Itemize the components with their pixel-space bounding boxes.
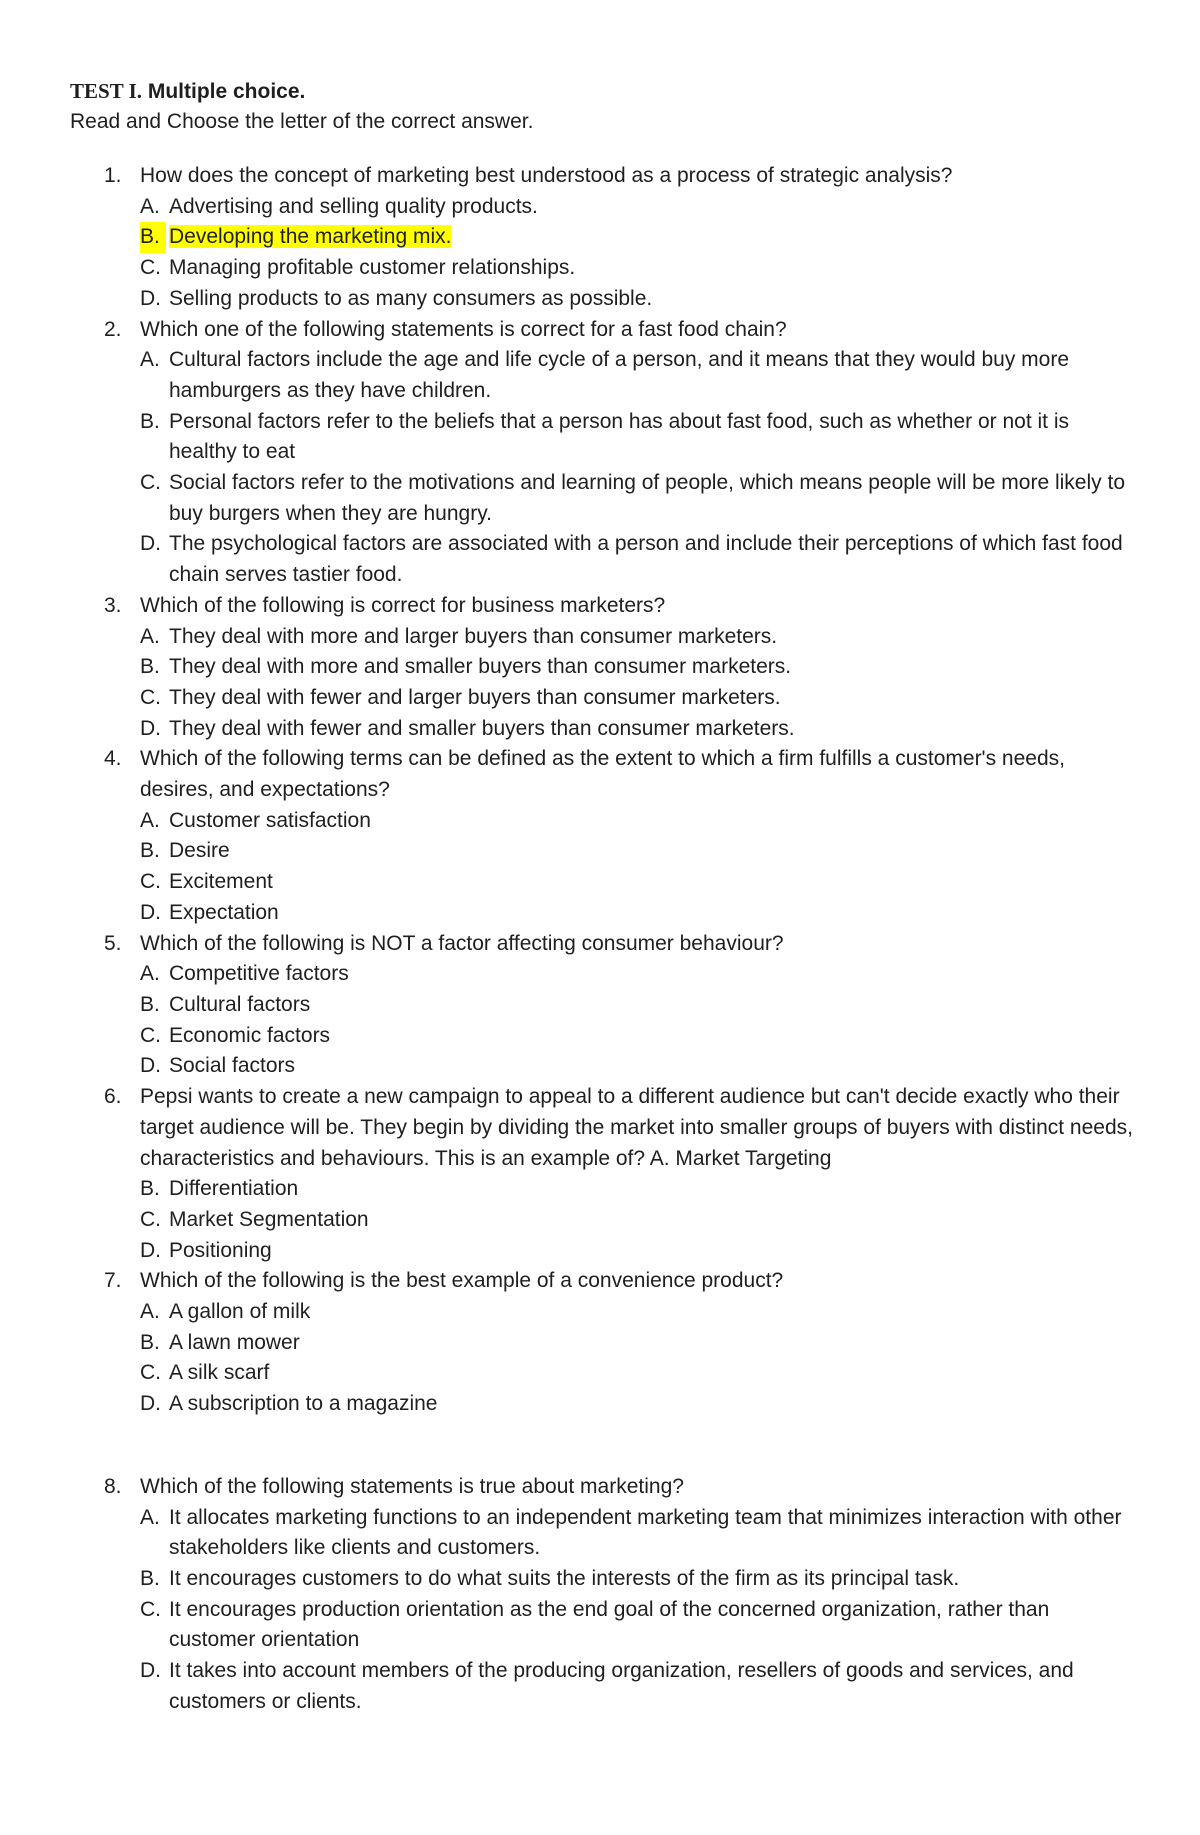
answer-option <box>140 529 1140 590</box>
option-letter: B. <box>140 1177 160 1201</box>
option-letter: B. <box>140 1330 160 1354</box>
answer-options <box>140 622 1140 745</box>
question-text: Which of the following is correct for business marketers? <box>140 593 666 617</box>
question-number: 5. <box>104 931 122 955</box>
option-letter: C. <box>140 685 161 709</box>
answer-option <box>140 1358 1140 1389</box>
option-text: Cultural factors <box>169 992 311 1016</box>
answer-option <box>140 1503 1140 1564</box>
instructions: Read and Choose the letter of the correct answer. <box>70 110 534 133</box>
option-letter: D. <box>140 1238 161 1262</box>
option-letter: B. <box>140 1566 160 1590</box>
question-text: Pepsi wants to create a new campaign to appeal to a different audience but can't decide exactly who their target audience will be. They begin by dividing the market into smaller groups of buyers with distinct needs, characteristics and behaviours. This is an example of? A. Market Targeting <box>140 1085 1133 1170</box>
option-text: They deal with fewer and larger buyers than consumer marketers. <box>169 685 781 709</box>
answer-option <box>140 714 1140 745</box>
document-page <box>70 76 1140 1717</box>
option-letter: C. <box>140 256 161 280</box>
answer-options <box>140 192 1140 315</box>
answer-option <box>140 836 1140 867</box>
question-text: Which of the following is the best example of a convenience product? <box>140 1269 784 1293</box>
answer-option <box>140 1564 1140 1595</box>
question-item <box>70 929 1140 1083</box>
option-text: They deal with more and smaller buyers than consumer marketers. <box>169 655 792 679</box>
option-letter: B. <box>140 992 160 1016</box>
question-number: 6. <box>104 1085 122 1109</box>
option-letter: C. <box>140 1597 161 1621</box>
option-text: They deal with fewer and smaller buyers than consumer marketers. <box>169 716 795 740</box>
option-text: Personal factors refer to the beliefs that a person has about fast food, such as whether or not it is healthy to eat <box>169 409 1070 464</box>
option-letter: A. <box>140 962 160 986</box>
answer-option <box>140 407 1140 468</box>
answer-option <box>140 1595 1140 1656</box>
option-letter: C. <box>140 1207 161 1231</box>
answer-option <box>140 622 1140 653</box>
option-letter: B. <box>140 409 160 433</box>
question-item <box>70 161 1140 315</box>
option-letter: B. <box>140 222 166 253</box>
option-text: The psychological factors are associated with a person and include their perceptions of which fast food chain serves tastier food. <box>169 532 1123 587</box>
option-text: A gallon of milk <box>169 1300 311 1324</box>
option-text: Differentiation <box>169 1177 299 1201</box>
option-letter: D. <box>140 900 161 924</box>
option-letter: D. <box>140 716 161 740</box>
option-text: They deal with more and larger buyers than consumer marketers. <box>169 624 778 648</box>
answer-option <box>140 1051 1140 1082</box>
option-letter: A. <box>140 194 160 218</box>
answer-options <box>140 345 1140 591</box>
answer-option <box>140 652 1140 683</box>
option-text: Economic factors <box>169 1023 331 1047</box>
option-text: Developing the marketing mix. <box>169 225 452 249</box>
answer-option <box>140 1205 1140 1236</box>
option-text: Market Segmentation <box>169 1207 369 1231</box>
option-text: Cultural factors include the age and life cycle of a person, and it means that they would buy more hamburgers as they have children. <box>169 348 1070 402</box>
option-letter: D. <box>140 1054 161 1078</box>
option-letter: D. <box>140 532 161 556</box>
option-text: A subscription to a magazine <box>169 1392 438 1416</box>
answer-option <box>140 284 1140 315</box>
answer-option <box>140 990 1140 1021</box>
answer-option <box>140 1656 1140 1717</box>
option-text: Expectation <box>169 900 279 924</box>
answer-options <box>140 959 1140 1082</box>
option-letter: B. <box>140 839 160 863</box>
question-number: 2. <box>104 317 122 341</box>
test-label: TEST I. <box>70 79 142 103</box>
option-text: Competitive factors <box>169 962 349 986</box>
answer-option <box>140 1328 1140 1359</box>
question-number: 7. <box>104 1269 122 1293</box>
test-title: Multiple choice. <box>147 80 306 103</box>
question-text: Which of the following is NOT a factor affecting consumer behaviour? <box>140 931 784 955</box>
question-text: Which of the following statements is true about marketing? <box>140 1474 684 1498</box>
option-letter: A. <box>140 348 160 372</box>
option-text: Social factors refer to the motivations and learning of people, which means people will be more likely to buy burgers when they are hungry. <box>169 471 1126 525</box>
answer-option <box>140 468 1140 529</box>
question-number: 4. <box>104 747 122 771</box>
answer-option <box>140 1389 1140 1420</box>
test-heading <box>70 76 1140 107</box>
option-letter: A. <box>140 1505 160 1529</box>
question-item <box>70 591 1140 745</box>
answer-option <box>140 683 1140 714</box>
answer-option <box>140 253 1140 284</box>
question-number: 3. <box>104 593 122 617</box>
option-text: Excitement <box>169 870 273 894</box>
option-text: It takes into account members of the producing organization, resellers of goods and services, and customers or clients. <box>169 1659 1074 1713</box>
option-letter: D. <box>140 1659 161 1683</box>
answer-option <box>140 192 1140 223</box>
option-letter: A. <box>140 624 160 648</box>
option-text: Advertising and selling quality products. <box>169 194 538 218</box>
answer-option <box>140 1236 1140 1267</box>
question-item <box>70 1082 1140 1266</box>
question-number: 8. <box>104 1474 122 1498</box>
answer-options <box>140 1503 1140 1718</box>
option-text: It encourages customers to do what suits the interests of the firm as its principal task. <box>169 1566 960 1590</box>
blank-line <box>70 1420 1140 1472</box>
option-text: A silk scarf <box>169 1361 270 1385</box>
question-item <box>70 1266 1140 1420</box>
answer-option <box>140 806 1140 837</box>
option-text: Desire <box>169 839 230 863</box>
option-text: It encourages production orientation as the end goal of the concerned organization, rather than customer orientation <box>169 1597 1050 1652</box>
answer-option <box>140 345 1140 406</box>
option-letter: D. <box>140 286 161 310</box>
question-text: How does the concept of marketing best understood as a process of strategic analysis? <box>140 164 953 187</box>
option-letter: A. <box>140 1300 160 1324</box>
question-item <box>70 315 1140 591</box>
answer-option-highlighted <box>140 222 1140 253</box>
option-text: Positioning <box>169 1238 272 1262</box>
option-text: It allocates marketing functions to an independent marketing team that minimizes interaction with other stakeholders like clients and customers. <box>169 1505 1122 1560</box>
answer-option <box>140 867 1140 898</box>
option-letter: B. <box>140 655 160 679</box>
answer-options <box>140 1174 1140 1266</box>
question-text: Which of the following terms can be defined as the extent to which a firm fulfills a customer's needs, desires, and expectations? <box>140 747 1065 802</box>
option-text: Customer satisfaction <box>169 808 371 832</box>
question-text: Which one of the following statements is correct for a fast food chain? <box>140 317 787 341</box>
option-text: Selling products to as many consumers as possible. <box>169 286 653 310</box>
answer-option <box>140 959 1140 990</box>
answer-options <box>140 1297 1140 1420</box>
option-letter: C. <box>140 471 161 495</box>
option-letter: C. <box>140 1023 161 1047</box>
option-letter: C. <box>140 870 161 894</box>
option-text: A lawn mower <box>169 1330 300 1354</box>
answer-option <box>140 1297 1140 1328</box>
question-item <box>70 1472 1140 1718</box>
question-item <box>70 744 1140 928</box>
answer-option <box>140 898 1140 929</box>
option-letter: C. <box>140 1361 161 1385</box>
answer-option <box>140 1174 1140 1205</box>
answer-option <box>140 1021 1140 1052</box>
question-list <box>70 161 1140 1717</box>
option-text: Social factors <box>169 1054 296 1078</box>
option-letter: A. <box>140 808 160 832</box>
question-number: 1. <box>104 164 122 187</box>
option-text: Managing profitable customer relationships. <box>169 256 576 280</box>
option-letter: D. <box>140 1392 161 1416</box>
answer-options <box>140 806 1140 929</box>
